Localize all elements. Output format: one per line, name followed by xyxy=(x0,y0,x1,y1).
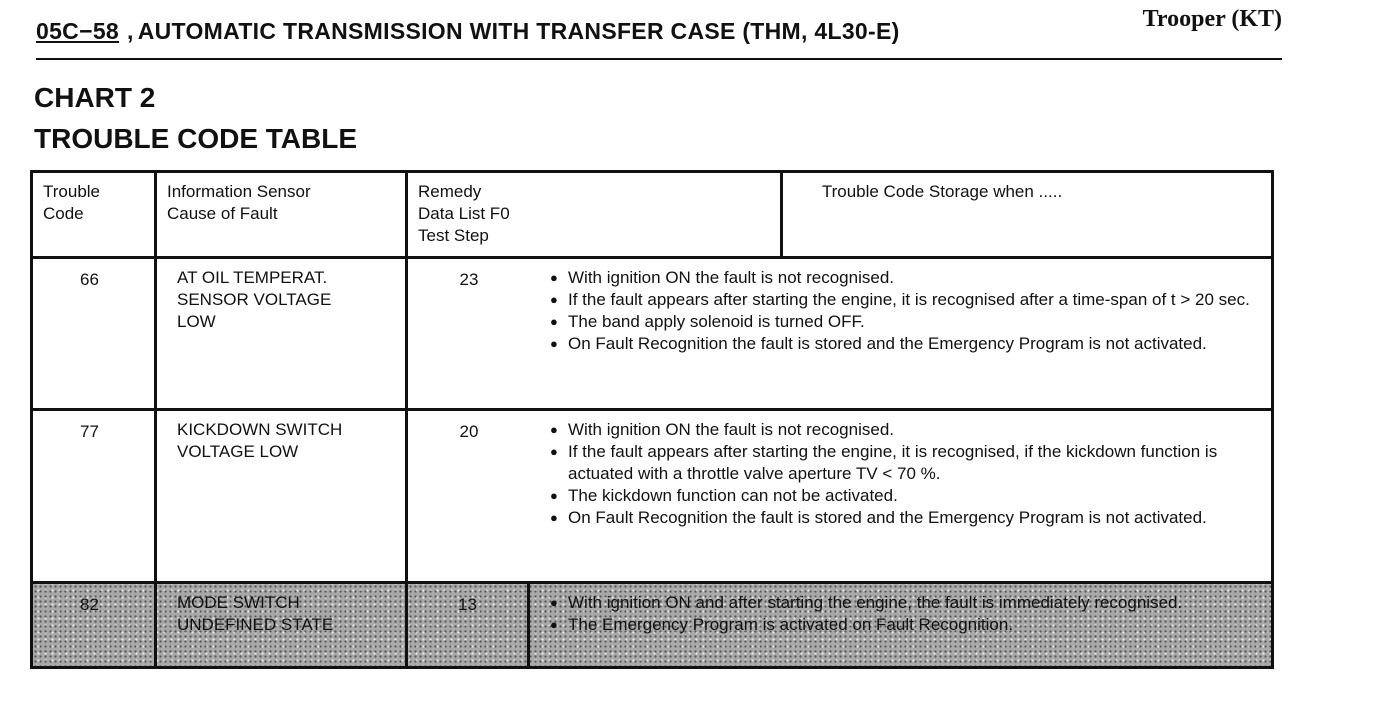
header-line: Trouble xyxy=(43,182,101,201)
header-line: Information Sensor xyxy=(167,182,311,201)
header-line: Code xyxy=(43,204,84,223)
fault-cause-line: MODE SWITCH xyxy=(177,593,300,612)
table-row xyxy=(33,259,1271,411)
storage-bullet: ● If the fault appears after starting the engine, it is recognised after a time-span of t > 20 sec. xyxy=(550,289,1271,311)
fault-cause xyxy=(157,411,408,581)
test-step: 20 xyxy=(459,422,479,441)
header-divider xyxy=(36,58,1282,60)
section-code: 05C−58 xyxy=(36,18,120,44)
header-information-sensor xyxy=(157,173,408,256)
table-row-highlighted xyxy=(33,584,1271,666)
trouble-code: 77 xyxy=(33,411,157,581)
storage-bullet: ● The band apply solenoid is turned OFF. xyxy=(550,311,1271,333)
header-line: Test Step xyxy=(418,226,489,245)
fault-cause-line: SENSOR VOLTAGE xyxy=(177,290,332,309)
header-remedy xyxy=(408,173,783,256)
storage-bullet: ● With ignition ON and after starting the engine, the fault is immediately recognised. xyxy=(550,592,1271,614)
test-step: 23 xyxy=(459,270,479,289)
test-step: 13 xyxy=(408,584,530,666)
trouble-code: 82 xyxy=(33,584,157,666)
fault-cause xyxy=(157,584,408,666)
section-title: AUTOMATIC TRANSMISSION WITH TRANSFER CASE (THM, 4L30-E) xyxy=(137,18,900,44)
fault-cause-line: LOW xyxy=(177,312,216,331)
storage-bullet: ● With ignition ON the fault is not recognised. xyxy=(550,267,1271,289)
header-trouble-code xyxy=(33,173,157,256)
storage-bullet: ● With ignition ON the fault is not recognised. xyxy=(550,419,1271,441)
storage-conditions xyxy=(530,584,1271,666)
storage-bullet: ● On Fault Recognition the fault is stored and the Emergency Program is not activated. xyxy=(550,507,1271,529)
storage-conditions xyxy=(530,259,1271,408)
storage-bullet: ● On Fault Recognition the fault is stored and the Emergency Program is not activated. xyxy=(550,333,1271,355)
header-line: Cause of Fault xyxy=(167,204,278,223)
fault-cause-line: UNDEFINED STATE xyxy=(177,615,334,634)
model-label: Trooper (KT) xyxy=(1142,6,1282,32)
table-title: TROUBLE CODE TABLE xyxy=(34,123,358,154)
table-header-row xyxy=(33,173,1271,259)
header-storage: Trouble Code Storage when ..... xyxy=(821,182,1063,201)
fault-cause-line: VOLTAGE LOW xyxy=(177,442,299,461)
table-row xyxy=(33,411,1271,584)
fault-cause-line: KICKDOWN SWITCH xyxy=(177,420,343,439)
storage-bullet: ● The Emergency Program is activated on Fault Recognition. xyxy=(550,614,1271,636)
trouble-code-table xyxy=(30,170,1274,669)
section-separator: , xyxy=(127,18,134,44)
fault-cause xyxy=(157,259,408,408)
storage-bullet: ● If the fault appears after starting the engine, it is recognised, if the kickdown function is actuated with a throttle valve aperture TV < 70 %. xyxy=(550,441,1271,485)
header-line: Data List F0 xyxy=(418,204,510,223)
section-header xyxy=(36,18,900,45)
storage-conditions xyxy=(530,411,1271,581)
fault-cause-line: AT OIL TEMPERAT. xyxy=(177,268,328,287)
chart-title: CHART 2 xyxy=(34,82,156,113)
header-line: Remedy xyxy=(418,182,482,201)
trouble-code: 66 xyxy=(33,259,157,408)
storage-bullet: ● The kickdown function can not be activated. xyxy=(550,485,1271,507)
